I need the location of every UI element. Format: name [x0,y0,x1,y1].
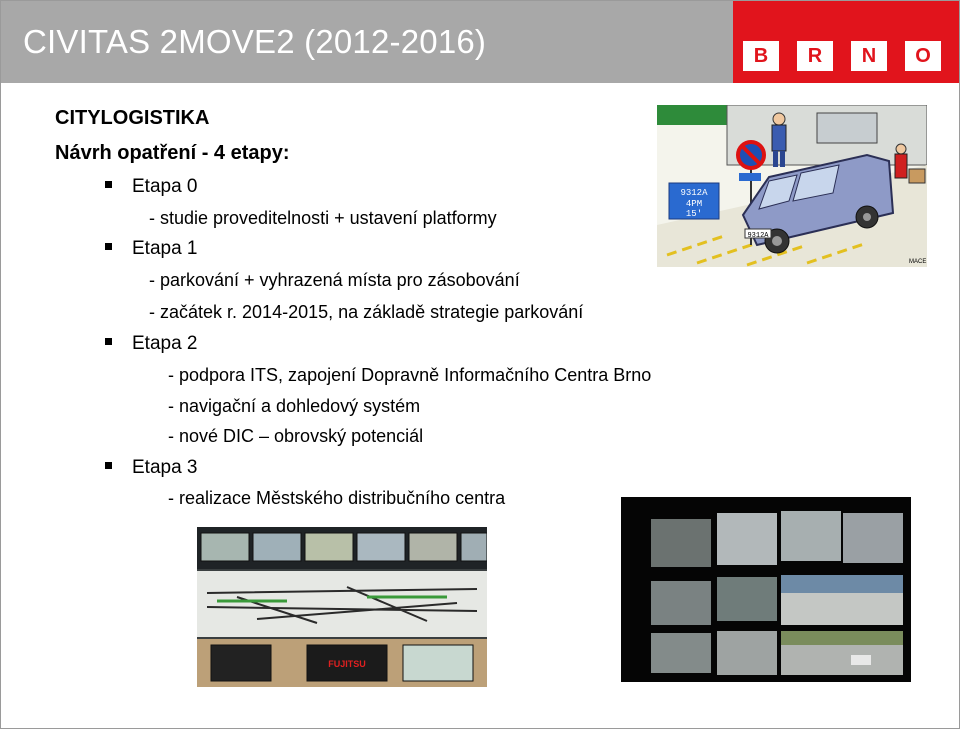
sign-plate-number: 9312A [680,188,708,198]
stage-1-item [105,238,198,260]
stage-2-line-1: - podpora ITS, zapojení Dopravně Informačního Centra Brno [168,365,652,385]
delivery-van-drawing [657,105,927,267]
illustration-signature: MACE [909,259,927,265]
logo-letter-r: R [797,41,833,71]
section-heading: CITYLOGISTIKA [55,107,210,129]
control-room-photo [197,527,487,687]
sign-time: 4PM [685,199,703,209]
stage-3-item [105,457,198,479]
stage-1-line-2: - začátek r. 2014-2015, na základě strategie parkování [149,302,584,322]
cctv-monitor-image [621,497,911,682]
van-plate: 9312A [747,232,769,240]
stage-0-label: Etapa 0 [132,176,198,197]
bullet-square-icon [105,338,112,345]
stage-3-label: Etapa 3 [132,457,198,478]
stage-0-line-1: - studie proveditelnosti + ustavení platformy [149,208,497,228]
logo-letter-n: N [851,41,887,71]
cctv-monitor-wall-photo [621,497,911,682]
logo-letter-b: B [743,41,779,71]
stage-1-line-1: - parkování + vyhrazená místa pro zásobování [149,270,520,290]
bullet-square-icon [105,243,112,250]
control-room-image [197,527,487,687]
stage-2-label: Etapa 2 [132,333,198,354]
stage-1-label: Etapa 1 [132,238,198,259]
stage-2-line-3: - nové DIC – obrovský potenciál [168,426,424,446]
sign-duration: 15' [685,209,703,219]
bullet-square-icon [105,462,112,469]
brno-logo [733,1,959,83]
stage-0-item [105,176,198,198]
bullet-square-icon [105,181,112,188]
stage-3-line-1: - realizace Městského distribučního centra [168,488,506,508]
section-subheading: Návrh opatření - 4 etapy: [55,142,290,164]
delivery-van-illustration [657,105,927,267]
logo-letter-o: O [905,41,941,71]
header-bar [1,1,733,83]
slide-title: CIVITAS 2MOVE2 (2012-2016) [23,23,487,60]
stage-2-item [105,333,198,355]
screen-logo: FUJITSU [328,659,366,669]
stage-2-line-2: - navigační a dohledový systém [168,396,421,416]
